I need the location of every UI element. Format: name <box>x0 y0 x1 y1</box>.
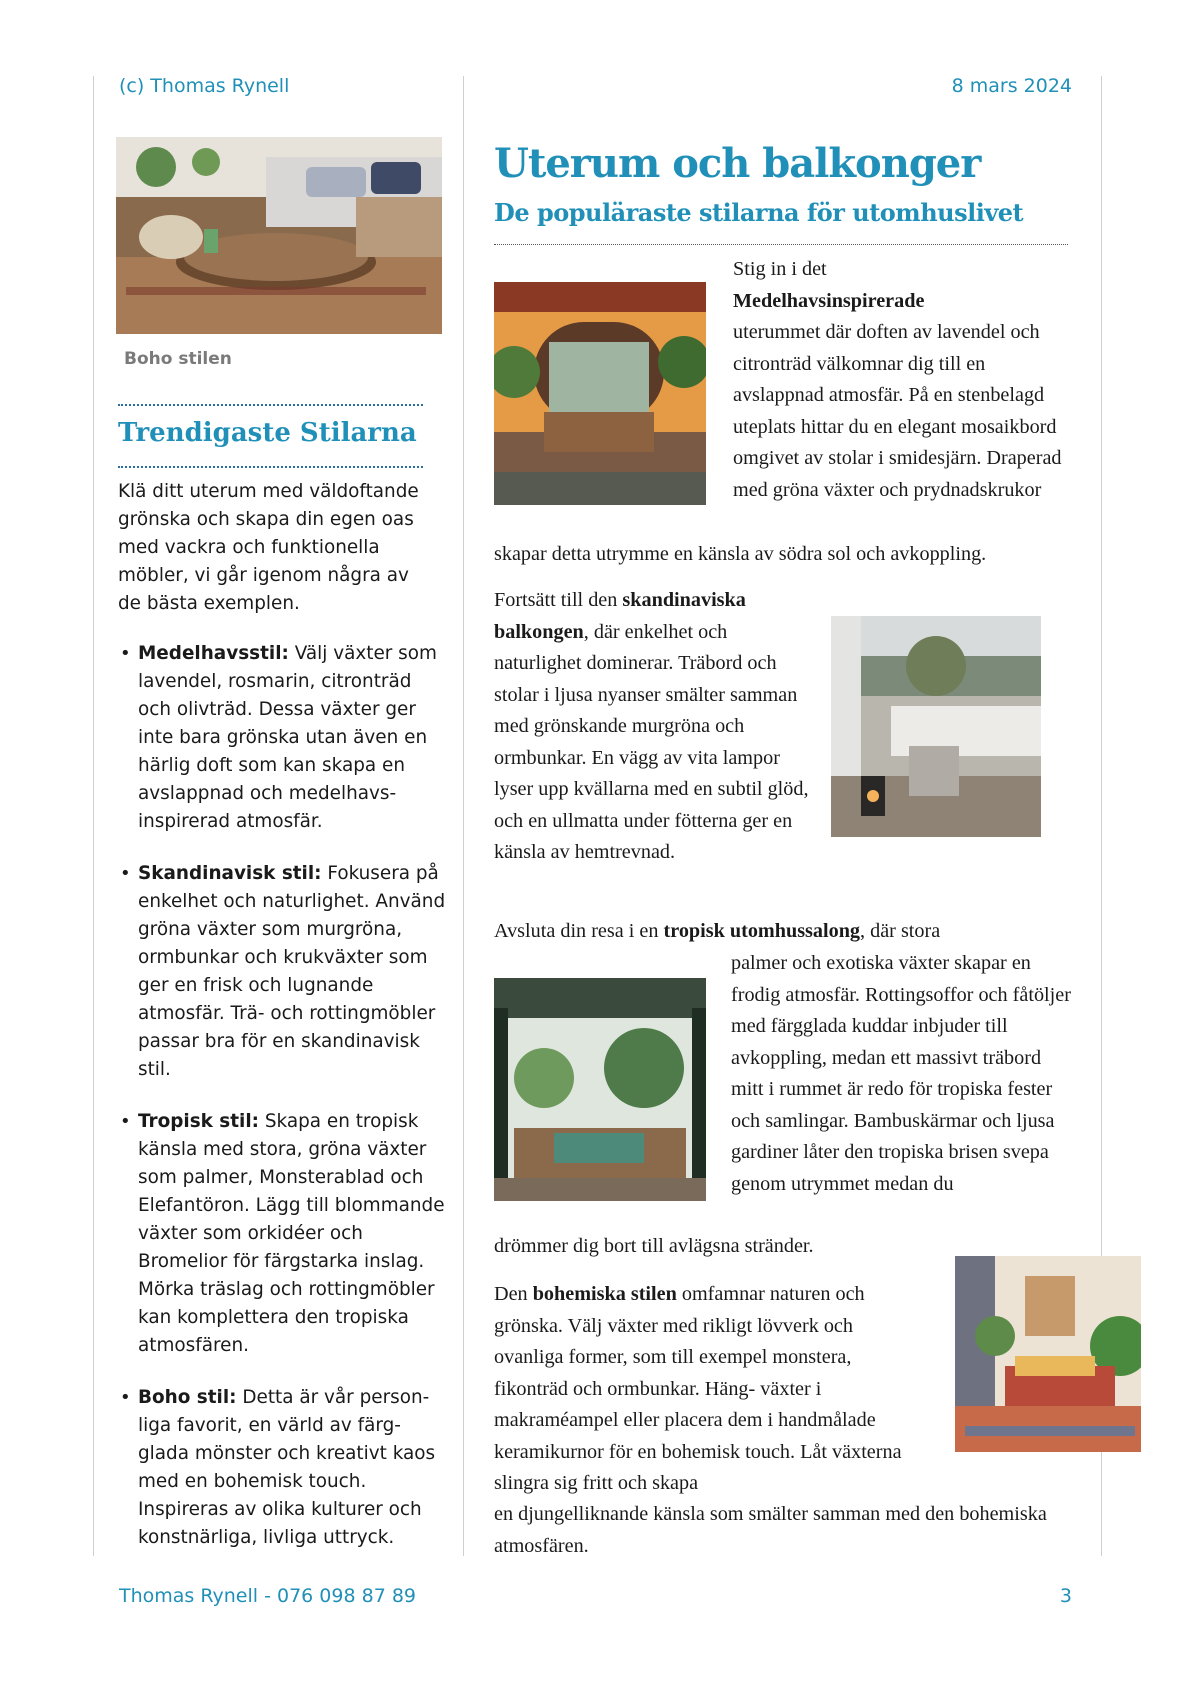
item-text: Välj växter som lavendel, rosmarin, citronträd och olivträd. Dessa växter ger inte bara grönska utan även en härlig doft som kan skapa en avslappnad och medelhavs- inspirerad atmosfär. <box>138 643 437 832</box>
p4-end: en djungelliknande känsla som smälter samman med den bohemiska atmosfären. <box>494 1503 1047 1557</box>
sidebar-title: Trendigaste Stilarna <box>118 418 417 448</box>
p1-intro <box>733 254 1073 506</box>
p2-bold: skandinaviska balkongen <box>494 589 746 643</box>
p2-pre: Fortsätt till den <box>494 589 618 611</box>
list-item <box>118 860 448 1084</box>
p3-post: , där stora <box>860 920 941 942</box>
header-author: (c) Thomas Rynell <box>119 75 290 97</box>
left-rule <box>93 76 94 1556</box>
list-item <box>118 1108 448 1360</box>
mediterranean-photo <box>494 282 706 505</box>
sidebar-divider-bottom <box>118 466 423 468</box>
p3-intro <box>494 916 1094 948</box>
scandinavian-photo <box>831 616 1041 837</box>
item-text: Fokusera på enkelhet och naturlighet. Använd gröna växter som murgröna, ormbunkar och krukväxter som ger en frisk och lugnande atmosfär. Trä- och rottingmöbler passar bra för en skandinavisk stil. <box>138 863 446 1080</box>
p4-text <box>494 1279 914 1500</box>
item-text: Skapa en tropisk känsla med stora, gröna växter som palmer, Monsterablad och Elefantöron. Lägg till blommande växter som orkidéer och Bromelior för färgstarka inslag. Mörka träslag och rottingmöbler kan komplettera den tropiska atmosfären. <box>138 1111 445 1356</box>
p4-post: omfamnar naturen och grönska. Välj växter med rikligt lövverk och ovanliga former, som till exempel monstera, fikonträd och ormbunkar. Häng- växter i makraméampel eller placera dem i handmålade keramikurnor för en bohemisk touch. Låt växterna slingra sig fritt och skapa <box>494 1283 902 1494</box>
p3-pre: Avsluta din resa i en <box>494 920 659 942</box>
p4-pre: Den <box>494 1283 528 1305</box>
sidebar-divider-top <box>118 404 423 406</box>
item-label: Boho stil: <box>138 1387 237 1408</box>
footer-contact: Thomas Rynell - 076 098 87 89 <box>119 1585 416 1607</box>
p3-end: drömmer dig bort till avlägsna stränder. <box>494 1235 814 1257</box>
header-date: 8 mars 2024 <box>951 75 1072 97</box>
tropical-photo <box>494 978 706 1201</box>
sidebar-intro: Klä ditt uterum med väldoftande grönska och skapa din egen oas med vackra och funktionella möbler, vi går igenom några av de bästa exemplen. <box>118 481 419 614</box>
p1-end: skapar detta utrymme en känsla av södra sol och avkoppling. <box>494 543 987 565</box>
p3-body: palmer och exotiska växter skapar en frodig atmosfär. Rottingsoffor och fåtöljer med färgglada kuddar inbjuder till avkoppling, medan ett massivt träbord mitt i rummet är redo för tropiska fester och samlingar. Bambuskärmar och ljusa gardiner låter den tropiska brisen svepa genom utrymmet medan du <box>731 952 1071 1195</box>
p1-bold: Medelhavsinspirerade <box>733 289 925 312</box>
item-label: Tropisk stil: <box>138 1111 259 1132</box>
p2-post: , där enkelhet och naturlighet dominerar. Träbord och stolar i ljusa nyanser smälter samman med grönskande murgröna och ormbunkar. En vägg av vita lampor lyser upp kvällarna med en subtil glöd, och en ullmatta under fötterna ger en känsla av hemtrevnad. <box>494 620 809 863</box>
boho-caption: Boho stilen <box>124 349 232 369</box>
boho-photo <box>116 137 442 334</box>
title-divider <box>494 244 1068 245</box>
item-label: Medelhavsstil: <box>138 643 289 664</box>
p1-pre: Stig in i det <box>733 258 827 280</box>
list-item <box>118 1384 448 1552</box>
p1-post: uterummet där doften av lavendel och citronträd välkomnar dig till en avslappnad atmosfär. På en stenbelagd uteplats hittar du en elegant mosaikbord omgivet av stolar i smidesjärn. Draperad med gröna växter och prydnadskrukor <box>733 321 1062 501</box>
page-title: Uterum och balkonger <box>494 140 981 187</box>
p2-text <box>494 585 814 869</box>
boho-balcony-photo <box>955 1256 1141 1452</box>
list-item <box>118 640 448 836</box>
item-label: Skandinavisk stil: <box>138 863 322 884</box>
item-text: Detta är vår person- liga favorit, en värld av färg- glada mönster och kreativt kaos med en bohemisk touch. Inspireras av olika kulturer och konstnärliga, livliga uttryck. <box>138 1387 436 1548</box>
p3-bold: tropisk utomhussalong <box>663 920 861 942</box>
middle-rule <box>463 76 464 1556</box>
p4-bold: bohemiska stilen <box>532 1283 677 1305</box>
page-subtitle: De populäraste stilarna för utomhuslivet <box>494 198 1024 227</box>
page-number: 3 <box>1059 1585 1072 1607</box>
style-list <box>118 640 448 1576</box>
